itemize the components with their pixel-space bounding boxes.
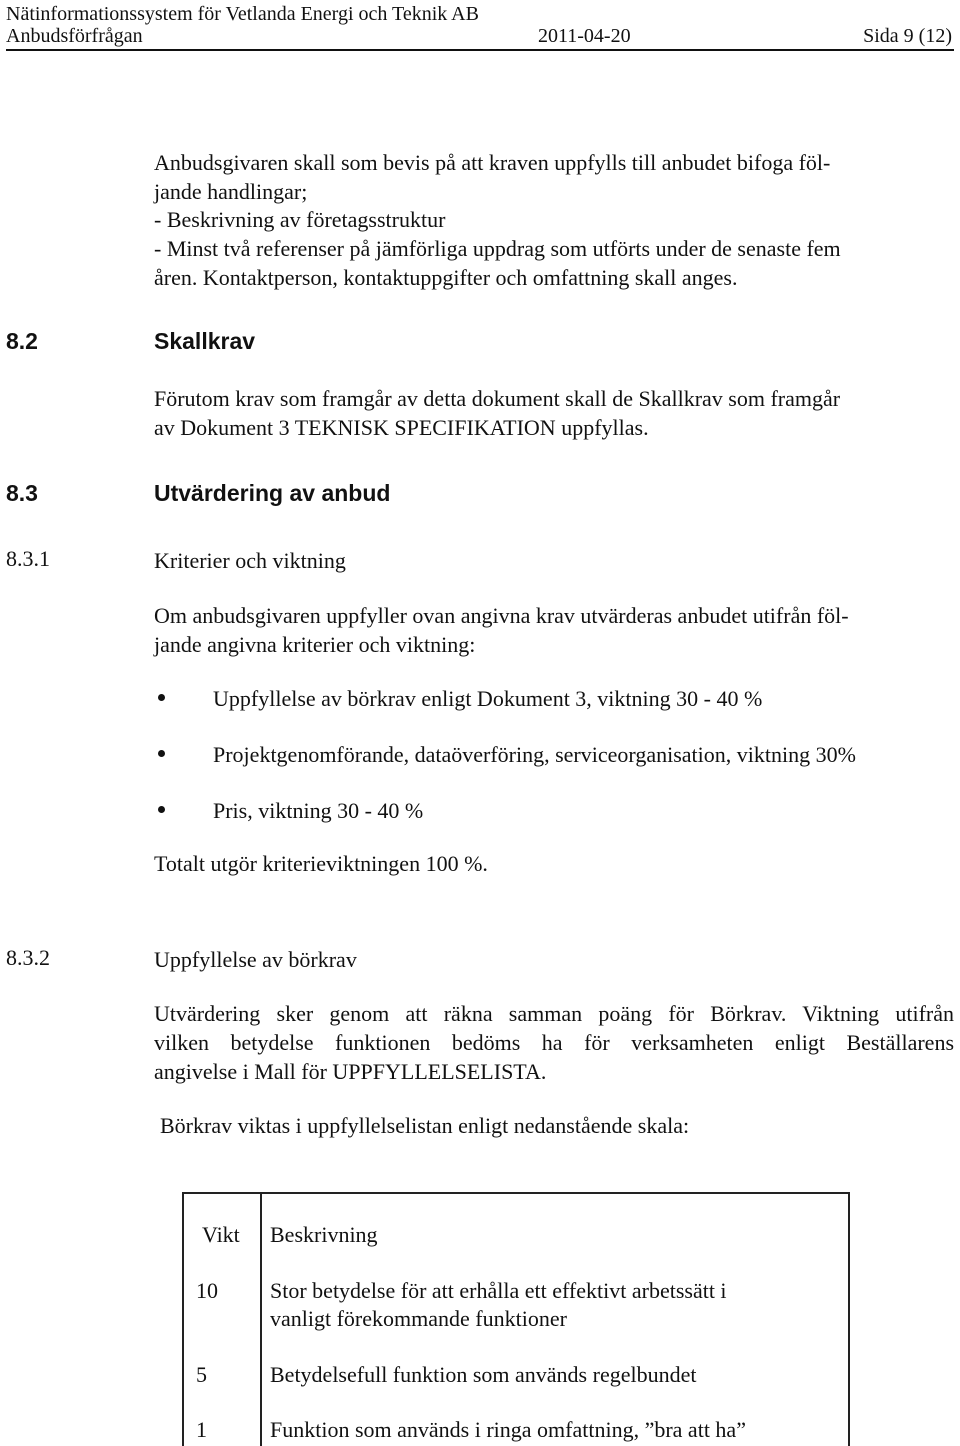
scale-intro: Börkrav viktas i uppfyllelselistan enligt nedanstående skala: <box>160 1113 690 1138</box>
intro-line: Anbudsgivaren skall som bevis på att kraven uppfylls till anbudet bifoga föl- <box>154 150 831 175</box>
section-8-3-2-title: Uppfyllelse av börkrav <box>154 947 357 972</box>
table-cell-vikt: 5 <box>196 1362 207 1387</box>
table-header-vikt: Vikt <box>202 1222 240 1247</box>
document-type: Anbudsförfrågan <box>6 25 143 47</box>
section-8-3-2-paragraph <box>154 999 954 1086</box>
section-8-3-1-number: 8.3.1 <box>6 546 50 571</box>
section-8-2-line: av Dokument 3 TEKNISK SPECIFIKATION uppfyllas. <box>154 415 649 440</box>
intro-line: åren. Kontaktperson, kontaktuppgifter och omfattning skall anges. <box>154 265 738 290</box>
table-column-divider <box>260 1194 262 1446</box>
table-cell-beskrivning: Funktion som används i ringa omfattning, ”bra att ha” <box>270 1417 746 1442</box>
page-number: Sida 9 (12) <box>863 25 952 47</box>
header-rule <box>6 49 954 51</box>
section-8-3-title: Utvärdering av anbud <box>154 480 391 506</box>
bullet-icon <box>158 750 165 757</box>
section-8-2-title: Skallkrav <box>154 328 256 354</box>
table-cell-vikt: 1 <box>196 1417 207 1442</box>
weight-scale-table <box>182 1192 850 1446</box>
table-cell-beskrivning: Betydelsefull funktion som används regelbundet <box>270 1362 697 1387</box>
bullet-icon <box>158 694 165 701</box>
table-header-beskrivning: Beskrivning <box>270 1222 378 1247</box>
section-8-2-line: Förutom krav som framgår av detta dokument skall de Skallkrav som framgår <box>154 386 841 411</box>
table-cell-vikt: 10 <box>196 1278 218 1303</box>
section-8-2-number: 8.2 <box>6 328 38 354</box>
table-cell-beskrivning: vanligt förekommande funktioner <box>270 1306 567 1331</box>
bullet-icon <box>158 806 165 813</box>
intro-line: jande handlingar; <box>154 179 308 204</box>
section-8-3-2-line: Utvärdering sker genom att räkna samman poäng för Börkrav. Viktning utifrån <box>154 1001 954 1026</box>
section-8-3-2-line: vilken betydelse funktionen bedöms ha för verksamheten enligt Beställarens <box>154 1030 954 1055</box>
section-8-3-number: 8.3 <box>6 480 38 506</box>
section-8-3-1-title: Kriterier och viktning <box>154 548 346 573</box>
intro-line: - Beskrivning av företagsstruktur <box>154 207 446 232</box>
criteria-item: Pris, viktning 30 - 40 % <box>213 798 424 823</box>
section-8-3-1-line: Om anbudsgivaren uppfyller ovan angivna krav utvärderas anbudet utifrån föl- <box>154 603 849 628</box>
criteria-total: Totalt utgör kriterieviktningen 100 %. <box>154 851 488 876</box>
section-8-3-2-line: angivelse i Mall för UPPFYLLELSELISTA. <box>154 1059 547 1084</box>
criteria-item: Uppfyllelse av börkrav enligt Dokument 3, viktning 30 - 40 % <box>213 686 763 711</box>
table-cell-beskrivning: Stor betydelse för att erhålla ett effektivt arbetssätt i <box>270 1278 727 1303</box>
document-date: 2011-04-20 <box>538 25 631 47</box>
section-8-3-1-line: jande angivna kriterier och viktning: <box>154 632 476 657</box>
company-name: Nätinformationssystem för Vetlanda Energi och Teknik AB <box>6 3 479 25</box>
section-8-3-2-number: 8.3.2 <box>6 945 50 970</box>
intro-line: - Minst två referenser på jämförliga uppdrag som utförts under de senaste fem <box>154 236 841 261</box>
criteria-item: Projektgenomförande, dataöverföring, serviceorganisation, viktning 30% <box>213 742 856 767</box>
